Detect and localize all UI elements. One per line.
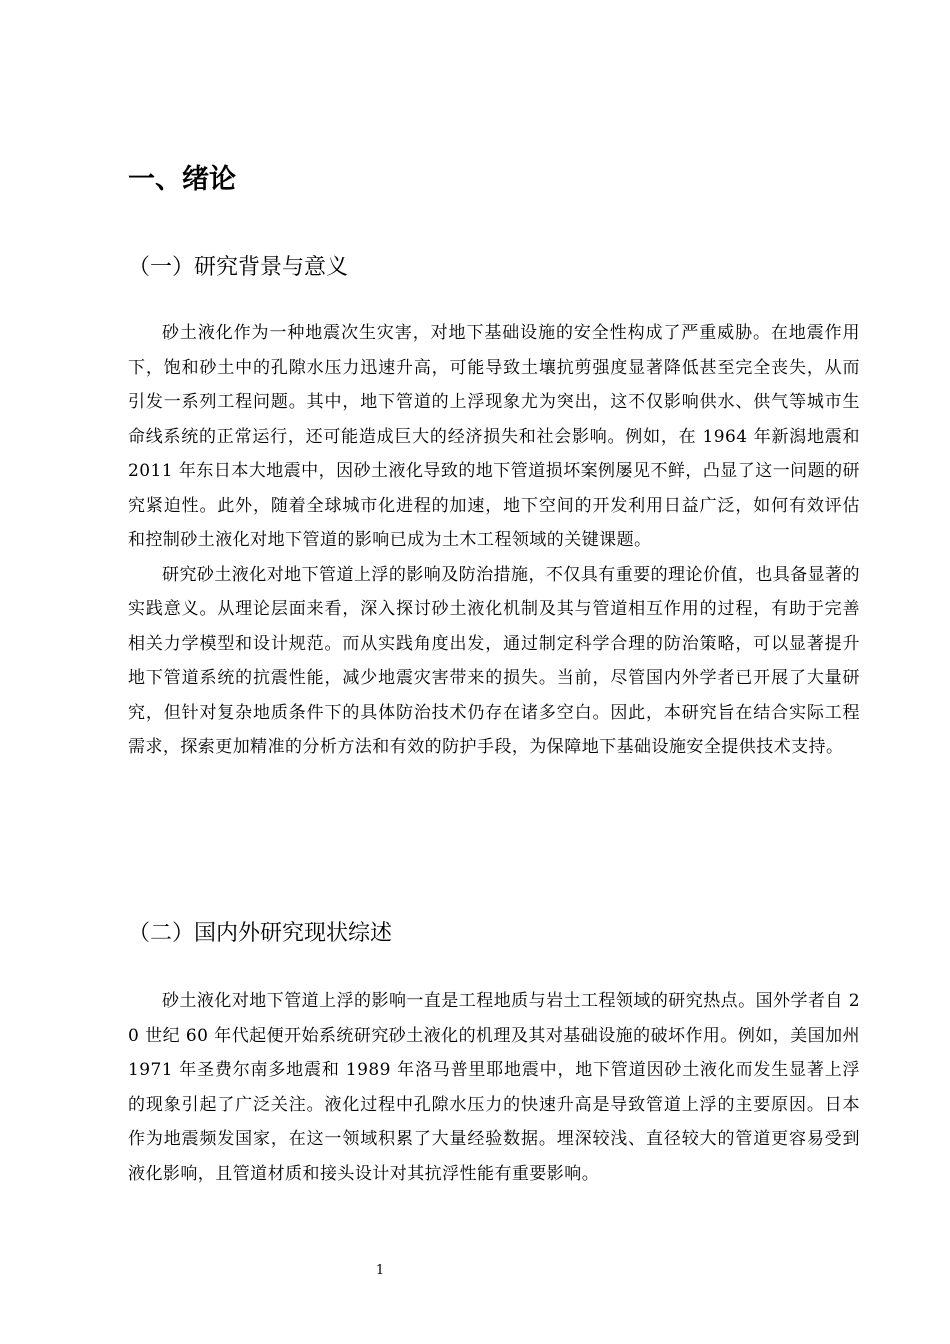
section-body-background [128,316,860,765]
paragraph: 砂土液化对地下管道上浮的影响一直是工程地质与岩土工程领域的研究热点。国外学者自 20 世纪 60 年代起便开始系统研究砂土液化的机理及其对基础设施的破坏作用。例如，美国加州 1971 年圣费尔南多地震和 1989 年洛马普里耶地震中，地下管道因砂土液化而发生显著上浮的现象引起了广泛关注。液化过程中孔隙水压力的快速升高是导致管道上浮的主要原因。日本作为地震频发国家，在这一领域积累了大量经验数据。埋深较浅、直径较大的管道更容易受到液化影响，且管道材质和接头设计对其抗浮性能有重要影响。 [128,991,860,1184]
chapter-title: 一、绪论 [128,164,236,195]
page-number: 1 [375,1263,385,1278]
section-title-literature-review: （二）国内外研究现状综述 [128,921,393,946]
section-title-background: （一）研究背景与意义 [128,255,349,280]
paragraph: 研究砂土液化对地下管道上浮的影响及防治措施，不仅具有重要的理论价值，也具备显著的实践意义。从理论层面来看，深入探讨砂土液化机制及其与管道相互作用的过程，有助于完善相关力学模型和设计规范。而从实践角度出发，通过制定科学合理的防治策略，可以显著提升地下管道系统的抗震性能，减少地震灾害带来的损失。当前，尽管国内外学者已开展了大量研究，但针对复杂地质条件下的具体防治技术仍存在诸多空白。因此，本研究旨在结合实际工程需求，探索更加精准的分析方法和有效的防护手段，为保障地下基础设施安全提供技术支持。 [128,564,860,757]
section-body-literature-review [128,984,860,1191]
paragraph: 砂土液化作为一种地震次生灾害，对地下基础设施的安全性构成了严重威胁。在地震作用下，饱和砂土中的孔隙水压力迅速升高，可能导致土壤抗剪强度显著降低甚至完全丧失，从而引发一系列工程问题。其中，地下管道的上浮现象尤为突出，这不仅影响供水、供气等城市生命线系统的正常运行，还可能造成巨大的经济损失和社会影响。例如，在 1964 年新潟地震和 2011 年东日本大地震中，因砂土液化导致的地下管道损坏案例屡见不鲜，凸显了这一问题的研究紧迫性。此外，随着全球城市化进程的加速，地下空间的开发利用日益广泛，如何有效评估和控制砂土液化对地下管道的影响已成为土木工程领域的关键课题。 [128,323,860,550]
